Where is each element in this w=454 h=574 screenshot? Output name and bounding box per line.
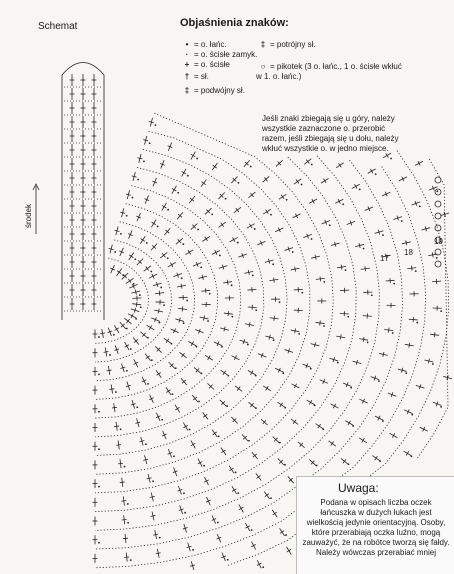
legend-item: · = o. ścisłe zamyk.: [180, 50, 257, 60]
legend-item: + = o. ścisłe: [180, 60, 230, 70]
schema-title: Schemat: [38, 21, 77, 32]
slip-stitch-icon: ·: [180, 50, 194, 60]
legend-item: † = sł.: [180, 72, 209, 82]
center-label: środek: [24, 204, 33, 228]
double-crochet-icon: †: [180, 72, 194, 82]
legend-item: • = o. łańc.: [180, 40, 227, 50]
warning-text: Podana w opisach liczba oczek łańcuszka w dużych łukach jest wielkością jedynie orientacyjną. Osoby, które przerabiają oczka luźno, mogą zauważyć, że na robótce tworzą się fałdy. Należy wówczas przerabiać mniej: [302, 498, 450, 558]
legend-item: ‡ = potrójny sł.: [256, 40, 316, 50]
warning-title: Uwaga:: [338, 481, 379, 495]
row-number: 19: [434, 237, 443, 246]
legend-item: ‡ = podwójny sł.: [180, 86, 245, 96]
row-number: 17: [380, 254, 389, 263]
triple-treble-icon: ‡: [256, 40, 270, 50]
legend-item: ○ = pikotek (3 o. łańc., 1 o. ścisłe wkłuć w 1. o. łańc.): [256, 62, 406, 82]
legend-title: Objaśnienia znaków:: [180, 17, 289, 29]
treble-crochet-icon: ‡: [180, 86, 194, 96]
row-number: 18: [404, 248, 413, 257]
single-crochet-icon: +: [180, 60, 194, 70]
legend-note: Jeśli znaki zbiegają się u góry, należy wszystkie zaznaczone o. przerobić razem, jeśli zbiegają się u dołu, należy wkłuć wszystkie o. w jedno miejsce.: [262, 114, 402, 154]
chain-stitch-icon: •: [180, 40, 194, 50]
picot-icon: ○: [256, 62, 270, 72]
